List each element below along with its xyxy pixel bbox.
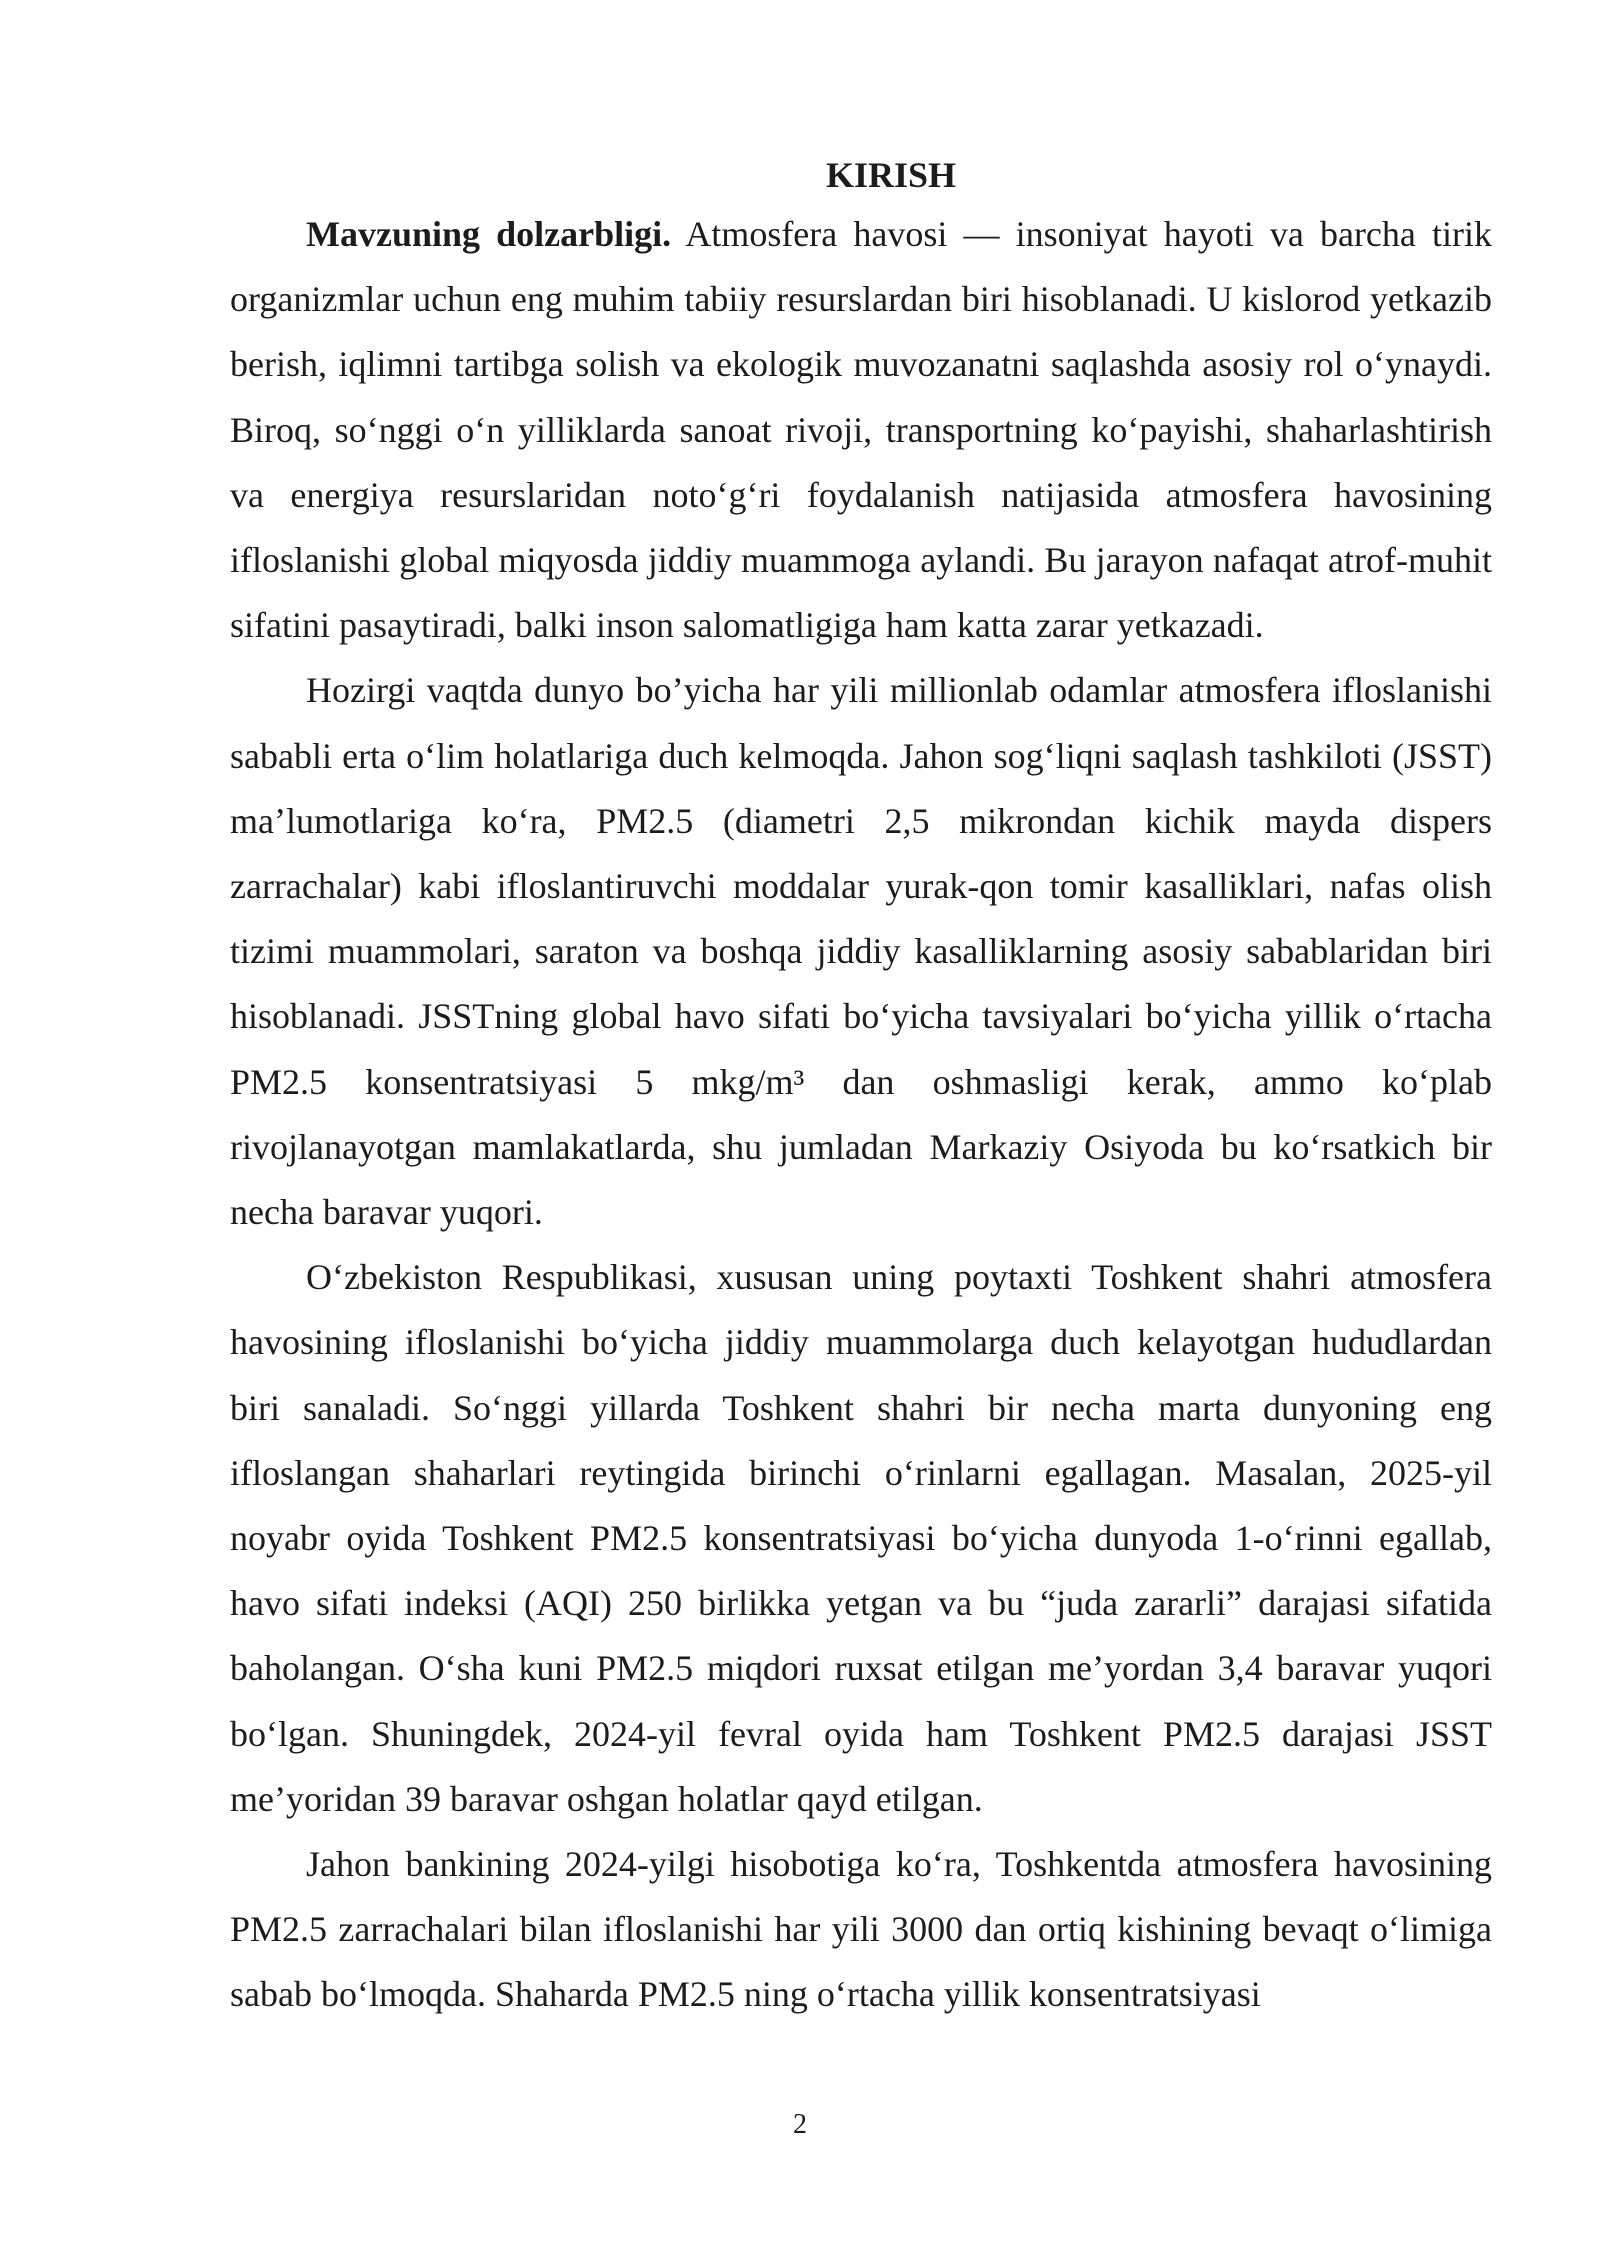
paragraph-uzbekistan: Oʻzbekiston Respublikasi, xususan uning poytaxti Toshkent shahri atmosfera havosining ifloslanishi boʻyicha jiddiy muammolarga duch kelayotgan hududlardan biri sanaladi. Soʻnggi yillarda Toshkent shahri bir necha marta dunyoning eng ifloslangan shaharlari reytingida birinchi oʻrinlarni egallagan. Masalan, 2025-yil noyabr oyida Toshkent PM2.5 konsentratsiyasi boʻyicha dunyoda 1-oʻrinni egallab, havo sifati indeksi (AQI) 250 birlikka yetgan va bu “juda zararli” darajasi sifatida baholangan. Oʻsha kuni PM2.5 miqdori ruxsat etilgan me’yordan 3,4 baravar yuqori boʻlgan. Shuningdek, 2024-yil fevral oyida ham Toshkent PM2.5 darajasi JSST me’yoridan 39 baravar oshgan holatlar qayd etilgan. — [230, 1257, 1492, 1819]
paragraph-lead: Mavzuning dolzarbligi. — [306, 214, 672, 254]
paragraph-global-pollution: Hozirgi vaqtda dunyo bo’yicha har yili millionlab odamlar atmosfera ifloslanishi sababli erta oʻlim holatlariga duch kelmoqda. Jahon sogʻliqni saqlash tashkiloti (JSST) maʼlumotlariga koʻra, PM2.5 (diametri 2,5 mikrondan kichik mayda dispers zarrachalar) kabi ifloslantiruvchi moddalar yurak-qon tomir kasalliklari, nafas olish tizimi muammolari, saraton va boshqa jiddiy kasalliklarning asosiy sabablaridan biri hisoblanadi. JSSTning global havo sifati boʻyicha tavsiyalari boʻyicha yillik oʻrtacha PM2.5 konsentratsiyasi 5 mkg/m³ dan oshmasligi kerak, ammo koʻplab rivojlanayotgan mamlakatlarda, shu jumladan Markaziy Osiyoda bu koʻrsatkich bir necha baravar yuqori. — [230, 670, 1492, 1233]
page-content — [230, 148, 1492, 2028]
paragraph-text: Atmosfera havosi — insoniyat hayoti va barcha tirik organizmlar uchun eng muhim tabiiy resurslardan biri hisoblanadi. U kislorod yetkazib berish, iqlimni tartibga solish va ekologik muvozanatni saqlashda asosiy rol oʻynaydi. Biroq, soʻnggi oʻn yilliklarda sanoat rivoji, transportning koʻpayishi, shaharlashtirish va energiya resurslaridan notoʻgʻri foydalanish natijasida atmosfera havosining ifloslanishi global miqyosda jiddiy muammoga aylandi. Bu jarayon nafaqat atrof-muhit sifatini pasaytiradi, balki inson salomatligiga ham katta zarar yetkazadi. — [230, 214, 1493, 646]
paragraph-relevance — [230, 202, 1492, 658]
section-heading: KIRISH — [825, 155, 957, 195]
page-number: 2 — [793, 2109, 807, 2140]
paragraph-world-bank: Jahon bankining 2024-yilgi hisobotiga koʻra, Toshkentda atmosfera havosining PM2.5 zarrachalari bilan ifloslanishi har yili 3000 dan ortiq kishining bevaqt oʻlimiga sabab boʻlmoqda. Shaharda PM2.5 ning oʻrtacha yillik konsentratsiyasi — [230, 1844, 1492, 2015]
